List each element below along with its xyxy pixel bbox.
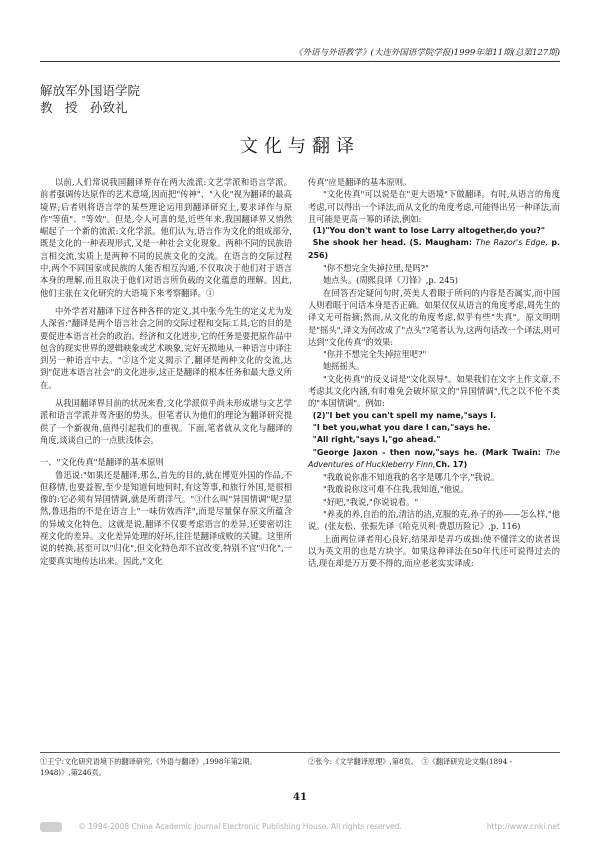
example-english: [308, 237, 560, 262]
page-number: 41: [293, 792, 307, 803]
section-heading: 一、"文化传真"是翻译的基本原则: [40, 457, 164, 468]
book-title: The Adventures of Huckleberry Finn,: [308, 447, 560, 469]
paragraph: 以前,人们常说我国翻译界存在两大流派:文艺学派和语言学派。前者强调传达原作的艺术意境,因而把"传神"、"入化"视为翻译的最高境界;后者则将语言学的某些理论运用到翻译研究上,要求译作与原作"等值"、"等效"。但是,令人可喜的是,近些年来,我国翻译界又悄然崛起了一个新的流派:文化学派。他们认为,语言作为文化的组成部分,既是文化的一种表现形式,又是一种社会文化现象。两种不同的民族语言相交流,实质上是两种不同的民族文化的交流。在语言的交际过程中,两个不同国家或民族的人能否相互沟通,不仅取决于他们对于语言本身的理解,而且取决于他们对语言所负载的文化蕴意的理解。因此,他们主张在文化研究的大语境下来考察翻译。①: [40, 177, 292, 298]
paragraph: 中外学者对翻译下过各种各样的定义,其中张今先生的定义尤为发人深省:"翻译是两个语言社会之间的交际过程和交际工具,它的目的是要促进本语言社会的政治、经济和文化进步,它的任务是要把原作品中包含的现实世界的逻辑映象或艺术映象,完好无损地从一种语言中译注到另一种语言中去。"②这个定义揭示了,翻译是两种文化的交流,达到"促进本语言社会"的文化进步,这正是翻译的根本任务和最大意义所在。: [40, 305, 292, 390]
running-header: 《外语与外语教学》(大连外国语学院学报)1999年第11期(总第127期): [40, 46, 560, 62]
article-title: 文化与翻译: [240, 136, 360, 157]
footnotes: [40, 752, 560, 777]
example-translation: "我敢说你准不知道我的名字是哪几个字,"我说。: [322, 472, 500, 483]
author-affiliation: 解放军外国语学院: [40, 83, 141, 98]
author-name: 教 授 孙致礼: [40, 100, 128, 115]
example-english: (1)"You don't want to lose Larry altogether,do you?": [312, 226, 545, 236]
author-block: [40, 82, 140, 116]
left-column: [40, 176, 292, 567]
paragraph: 上面两位译者用心良好,结果却是弄巧成拙:使不懂洋文的读者误以为英文用的也是方块字。如果这种译法在50年代还可说得过去的话,现在却是万万要不得的,而应老老实实译成:: [308, 533, 560, 569]
example-translation: 她摇摇头。: [322, 361, 365, 372]
footnote-2-3: ②张今:《文学翻译原理》,第8页。 ③《翻译研究论文集(1894 -: [308, 757, 512, 766]
paragraph: 在回答否定疑问句时,英美人看眼于所问的内容是否属实,而中国人则看眼于问话本身是否正确。如果仅仅从语言的角度考虑,周先生的译文无可指摘;然而,从文化的角度考虑,似乎有些"失真"。原文明明是"摇头",译文为何改成了"点头"?笔者认为,这两句话改一个译法,则可达到"文化传真"的效果:: [308, 287, 560, 347]
copyright-text: © 1994-2008 China Academic Journal Electronic Publishing House. All rights reserved.: [78, 822, 402, 831]
paragraph: "文化传真"的反义词是"文化误导"。如果我们在文字上作文章,不考虑其文化内涵,有时难免会破坏原文的"异国情调",代之以不伦不类的"本国情调"。例如:: [308, 373, 560, 409]
example-english: [308, 447, 560, 472]
example-english: "All right,"says I,"go ahead.": [312, 435, 441, 445]
footnote-1: [40, 756, 298, 778]
example-translation: "你不想完全失掉拉里,是吗?": [322, 263, 429, 274]
paragraph: 鲁迅说:"如果还是翻译,那么,首先的目的,就在博览外国的作品,不但移情,也要益智,至少是知道何地何时,有这等事,和旅行外国,是很相像的:它必须有异国情调,就是所谓洋气。"③什么叫"异国情调"呢?显然,鲁迅指的不是在语言上"一味仿效西洋",而是尽量保存原文所蕴含的异域文化特色。这就是说,翻译不仅要考虑语言的差异,还要密切注视文化的差异。文化差异处理的好坏,往往是翻译成败的关键。这里所说的转换,甚至可以"归化",但文化特色却不宜改变,特别不宜"归化",一定要真实地传达出来。因此,"文化: [40, 469, 292, 566]
example-translation: "好吧,"我说,"你说说看。": [322, 496, 419, 507]
right-column: [308, 176, 560, 570]
paragraph: 从我国翻译界目前的状况来看,文化学派似乎尚未形成堪与文艺学派和语言学派并驾齐驱的势头。但笔者认为他们的理论为翻译研究提供了一个新视角,值得引起我们的重视。下面,笔者就从文化与翻译的角度,谈谈自己的一点肤浅体会。: [40, 398, 292, 445]
paragraph: "文化传真"可以说是在"更大语境"下做翻译。有时,从语言的角度考虑,可以得出一个译法,而从文化的角度考虑,可能得出另一种译法,而且可能是更高一筹的译法,例如:: [308, 189, 560, 224]
example-translation: "我敢说你这可难不住我,我知道,"他说。: [322, 484, 469, 495]
footnote-text: ①王宁:文化研究语境下的翻译研究,《外语与翻译》,1998年第2期。: [40, 757, 257, 766]
footnote-text: 1948)》,第246页。: [40, 768, 106, 777]
paragraph: 传真"应是翻译的基本原则。: [308, 177, 412, 187]
example-english: "I bet you,what you dare I can,"says he.: [312, 422, 491, 432]
example-text: Ch. 17): [435, 459, 468, 469]
example-translation: "养麦的养,自治的治,清洁的洁,克服的克,孙子的孙——怎么样,"他说。(张友松、张振先译《哈克贝利·费恩历险记》,p. 116): [308, 509, 560, 532]
example-english: (2)"I bet you can't spell my name,"says I.: [312, 410, 497, 420]
example-translation: 她点头。(周熙良译《刀锋》,p. 245): [322, 275, 459, 286]
example-text: p. 256): [308, 238, 561, 260]
example-text: She shook her head. (S. Maugham:: [312, 238, 476, 248]
example-text: "George Jaxon - then now,"says he. (Mark Twain:: [312, 447, 546, 457]
book-title: The Razor's Edge,: [475, 238, 548, 248]
footer-url: http://www.cnki.net: [486, 822, 560, 831]
example-translation: "你并不想完全失掉拉里吧?": [322, 349, 427, 360]
publisher-logo-icon: [40, 822, 62, 832]
copyright-footer: [40, 822, 560, 832]
